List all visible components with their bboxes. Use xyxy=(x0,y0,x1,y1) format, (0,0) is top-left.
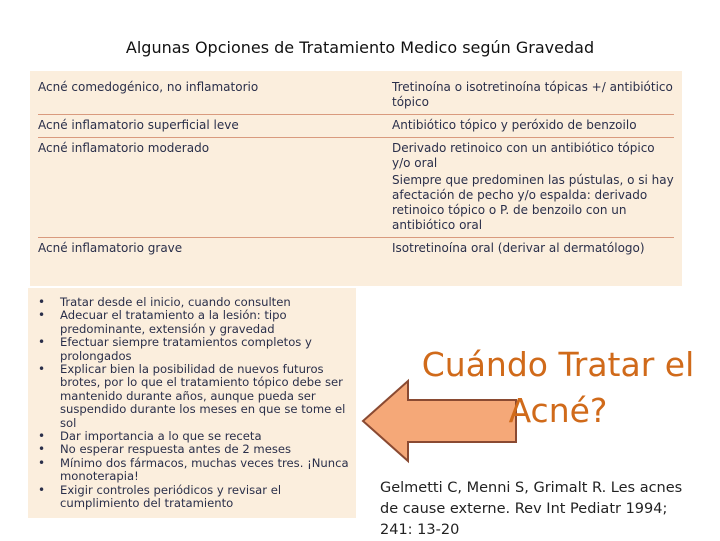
list-item: • No esperar respuesta antes de 2 meses xyxy=(34,443,350,456)
treatment-text: Siempre que predominen las pústulas, o si hay afectación de pecho y/o espalda: derivado retinoico tópico o P. de benzoilo con un antibiótico oral xyxy=(392,173,674,232)
table-row xyxy=(38,77,674,115)
list-item: • Exigir controles periódicos y revisar el cumplimiento del tratamiento xyxy=(34,484,350,511)
section-heading: Cuándo Tratar el Acné? xyxy=(421,345,695,430)
table-row xyxy=(38,138,674,238)
treatment-cell xyxy=(392,80,674,110)
list-item: • Dar importancia a lo que se receta xyxy=(34,430,350,443)
list-item: • Efectuar siempre tratamientos completos y prolongados xyxy=(34,336,350,363)
treatment-text: Tretinoína o isotretinoína tópicas +/ antibiótico tópico xyxy=(392,80,673,109)
treatment-text: Derivado retinoico con un antibiótico tópico y/o oral xyxy=(392,141,655,170)
severity-cell: Acné inflamatorio superficial leve xyxy=(38,118,239,132)
severity-cell: Acné comedogénico, no inflamatorio xyxy=(38,80,259,94)
list-item: • Adecuar el tratamiento a la lesión: tipo predominante, extensión y gravedad xyxy=(34,309,350,336)
treatment-cell xyxy=(392,241,674,256)
treatment-cell xyxy=(392,141,674,233)
severity-cell: Acné inflamatorio grave xyxy=(38,241,183,255)
slide-title: Algunas Opciones de Tratamiento Medico según Gravedad xyxy=(125,38,595,57)
list-item: • Tratar desde el inicio, cuando consulten xyxy=(34,296,350,309)
treatment-text: Isotretinoína oral (derivar al dermatólogo) xyxy=(392,241,645,255)
treatment-cell xyxy=(392,118,674,133)
list-item: • Explicar bien la posibilidad de nuevos futuros brotes, por lo que el tratamiento tópico debe ser mantenido durante años, aunque pueda ser suspendido durante los meses en que se tome el sol xyxy=(34,363,350,430)
table-row xyxy=(38,115,674,138)
list-item: • Mínimo dos fármacos, muchas veces tres. ¡Nunca monoterapia! xyxy=(34,457,350,484)
treatment-text: Antibiótico tópico y peróxido de benzoilo xyxy=(392,118,637,132)
recommendations-list xyxy=(28,288,356,518)
table-row xyxy=(38,238,674,260)
treatment-table xyxy=(30,71,682,286)
severity-cell: Acné inflamatorio moderado xyxy=(38,141,210,155)
citation-text: Gelmetti C, Menni S, Grimalt R. Les acnes de cause externe. Rev Int Pediatr 1994; 241: 13-20 xyxy=(380,480,683,538)
